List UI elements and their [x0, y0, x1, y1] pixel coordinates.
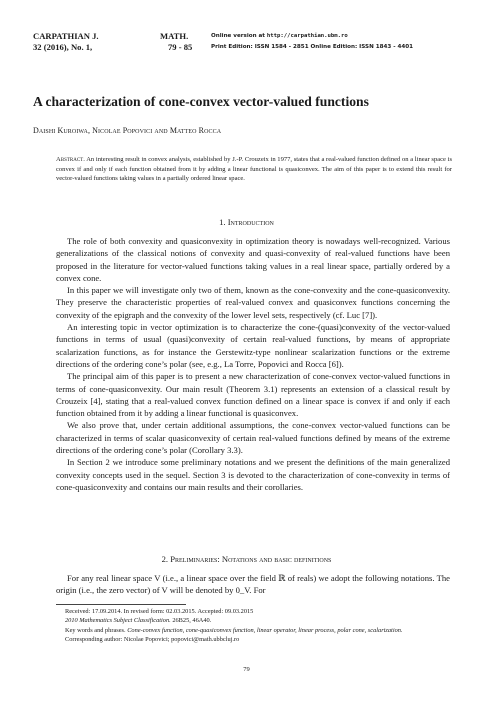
section-heading-preliminaries: 2. Preliminaries: Notations and basic definitions — [161, 554, 332, 564]
paper-title: A characterization of cone-convex vector-valued functions — [33, 94, 369, 109]
msc-label: 2010 Mathematics Subject Classification. — [65, 617, 171, 625]
intro-paragraph-2: In this paper we will investigate only two of them, known as the cone-convexity and the cone-quasiconvexity. They preserve the characteristic properties of real-valued convex and quasiconvex functions concerning the convexity of the epigraph and the convexity of the lower level sets, respectively (cf. Luc [7]). — [56, 285, 450, 320]
author-kuroiwa: Daishi Kuroiwa — [33, 126, 88, 135]
page-number: 79 — [243, 666, 250, 673]
keywords-label: Key words and phrases. — [65, 626, 126, 634]
introduction-body — [56, 235, 450, 493]
preliminaries-body — [56, 572, 450, 597]
intro-paragraph-3: An interesting topic in vector optimization is to characterize the cone-(quasi)convexity of the vector-valued functions in terms of usual (quasi)convexity of certain real-valued functions, by means of appropriate scalarization functions, as for instance the Gerstewitz-type nonlinear scalarization functions or the extreme directions of the ordering cone’s polar (see, e.g., La Torre, Popovici and Rocca [6]). — [56, 322, 450, 369]
author-popovici: Nicolae Popovici — [92, 126, 153, 135]
footnote-divider — [56, 604, 186, 605]
corresponding-author: Corresponding author: Nicolae Popovici; popovici@math.ubbcluj.ro — [65, 636, 240, 644]
msc-value: 26B25, 46A40. — [172, 617, 212, 625]
keywords-value: Cone-convex function, cone-quasiconvex function, linear operator, linear process, polar cone, scalarization. — [127, 626, 403, 634]
author-list — [33, 126, 221, 135]
online-url[interactable]: http://carpathian.ubm.ro — [266, 33, 348, 39]
prelim-paragraph-1: For any real linear space V (i.e., a linear space over the field ℝ of reals) we adopt the following notations. The origin (i.e., the zero vector) of V will be denoted by 0_V. For — [56, 573, 450, 596]
page-range: 79 - 85 — [168, 42, 193, 52]
section-heading-introduction: 1. Introduction — [219, 217, 274, 227]
journal-volume: 32 (2016), No. 1, — [33, 42, 93, 52]
intro-paragraph-5: We also prove that, under certain additional assumptions, the cone-convex vector-valued functions can be characterized in terms of scalar quasiconvexity of certain real-valued functions defined by means of the extreme directions of the ordering cone’s polar (Corollary 3.3). — [56, 420, 450, 456]
received-dates: Received: 17.09.2014. In revised form: 02.03.2015. Accepted: 09.03.2015 — [65, 608, 254, 615]
author-and: and — [152, 126, 170, 135]
abstract — [56, 155, 452, 184]
msc-classification — [56, 616, 450, 625]
author-separator: , — [87, 126, 93, 135]
online-version — [211, 31, 413, 42]
keywords — [56, 626, 450, 635]
intro-paragraph-1: The role of both convexity and quasiconvexity in optimization theory is nowadays well-recognized. Various generalizations of the classical notions of convexity and quasi-convexity of real-valued functions have been proposed in the literature for vector-valued functions taking values in a real linear space, partially ordered by a convex cone. — [56, 236, 450, 283]
subject-header — [160, 31, 192, 53]
intro-paragraph-4: The principal aim of this paper is to present a new characterization of cone-convex vector-valued functions in terms of cone-quasiconvexity. Our main result (Theorem 3.1) represents an extension of a classical result by Crouzeix [4], stating that a real-valued convex function defined on a linear space is convex if and only if each function obtained from it by adding a linear functional is quasiconvex. — [56, 371, 450, 419]
author-rocca: Matteo Rocca — [169, 126, 222, 135]
print-edition: Print Edition: ISSN 1584 - 2851 Online Edition: ISSN 1843 - 4401 — [211, 44, 414, 50]
journal-name: CARPATHIAN J. — [33, 31, 99, 41]
footnotes — [56, 607, 450, 645]
intro-paragraph-6: In Section 2 we introduce some preliminary notations and we present the definitions of the main generalized convexity concepts used in the sequel. Section 3 is devoted to the characterization of cone-convexity in terms of cone-quasiconvexity and contains our main results and their corollaries. — [56, 457, 450, 492]
journal-header — [33, 31, 99, 53]
subject-label: MATH. — [160, 31, 189, 41]
edition-info — [211, 31, 413, 53]
abstract-label: Abstract. — [56, 156, 85, 163]
online-label: Online version at — [211, 33, 265, 39]
abstract-text: An interesting result in convex analysis, established by J.-P. Crouzeix in 1977, states that a real-valued function defined on a linear space is convex if and only if each function obtained from it by adding a linear functional is quasiconvex. The aim of this paper is to extend this result for vector-valued functions taking values in a partially ordered linear space. — [56, 156, 452, 183]
